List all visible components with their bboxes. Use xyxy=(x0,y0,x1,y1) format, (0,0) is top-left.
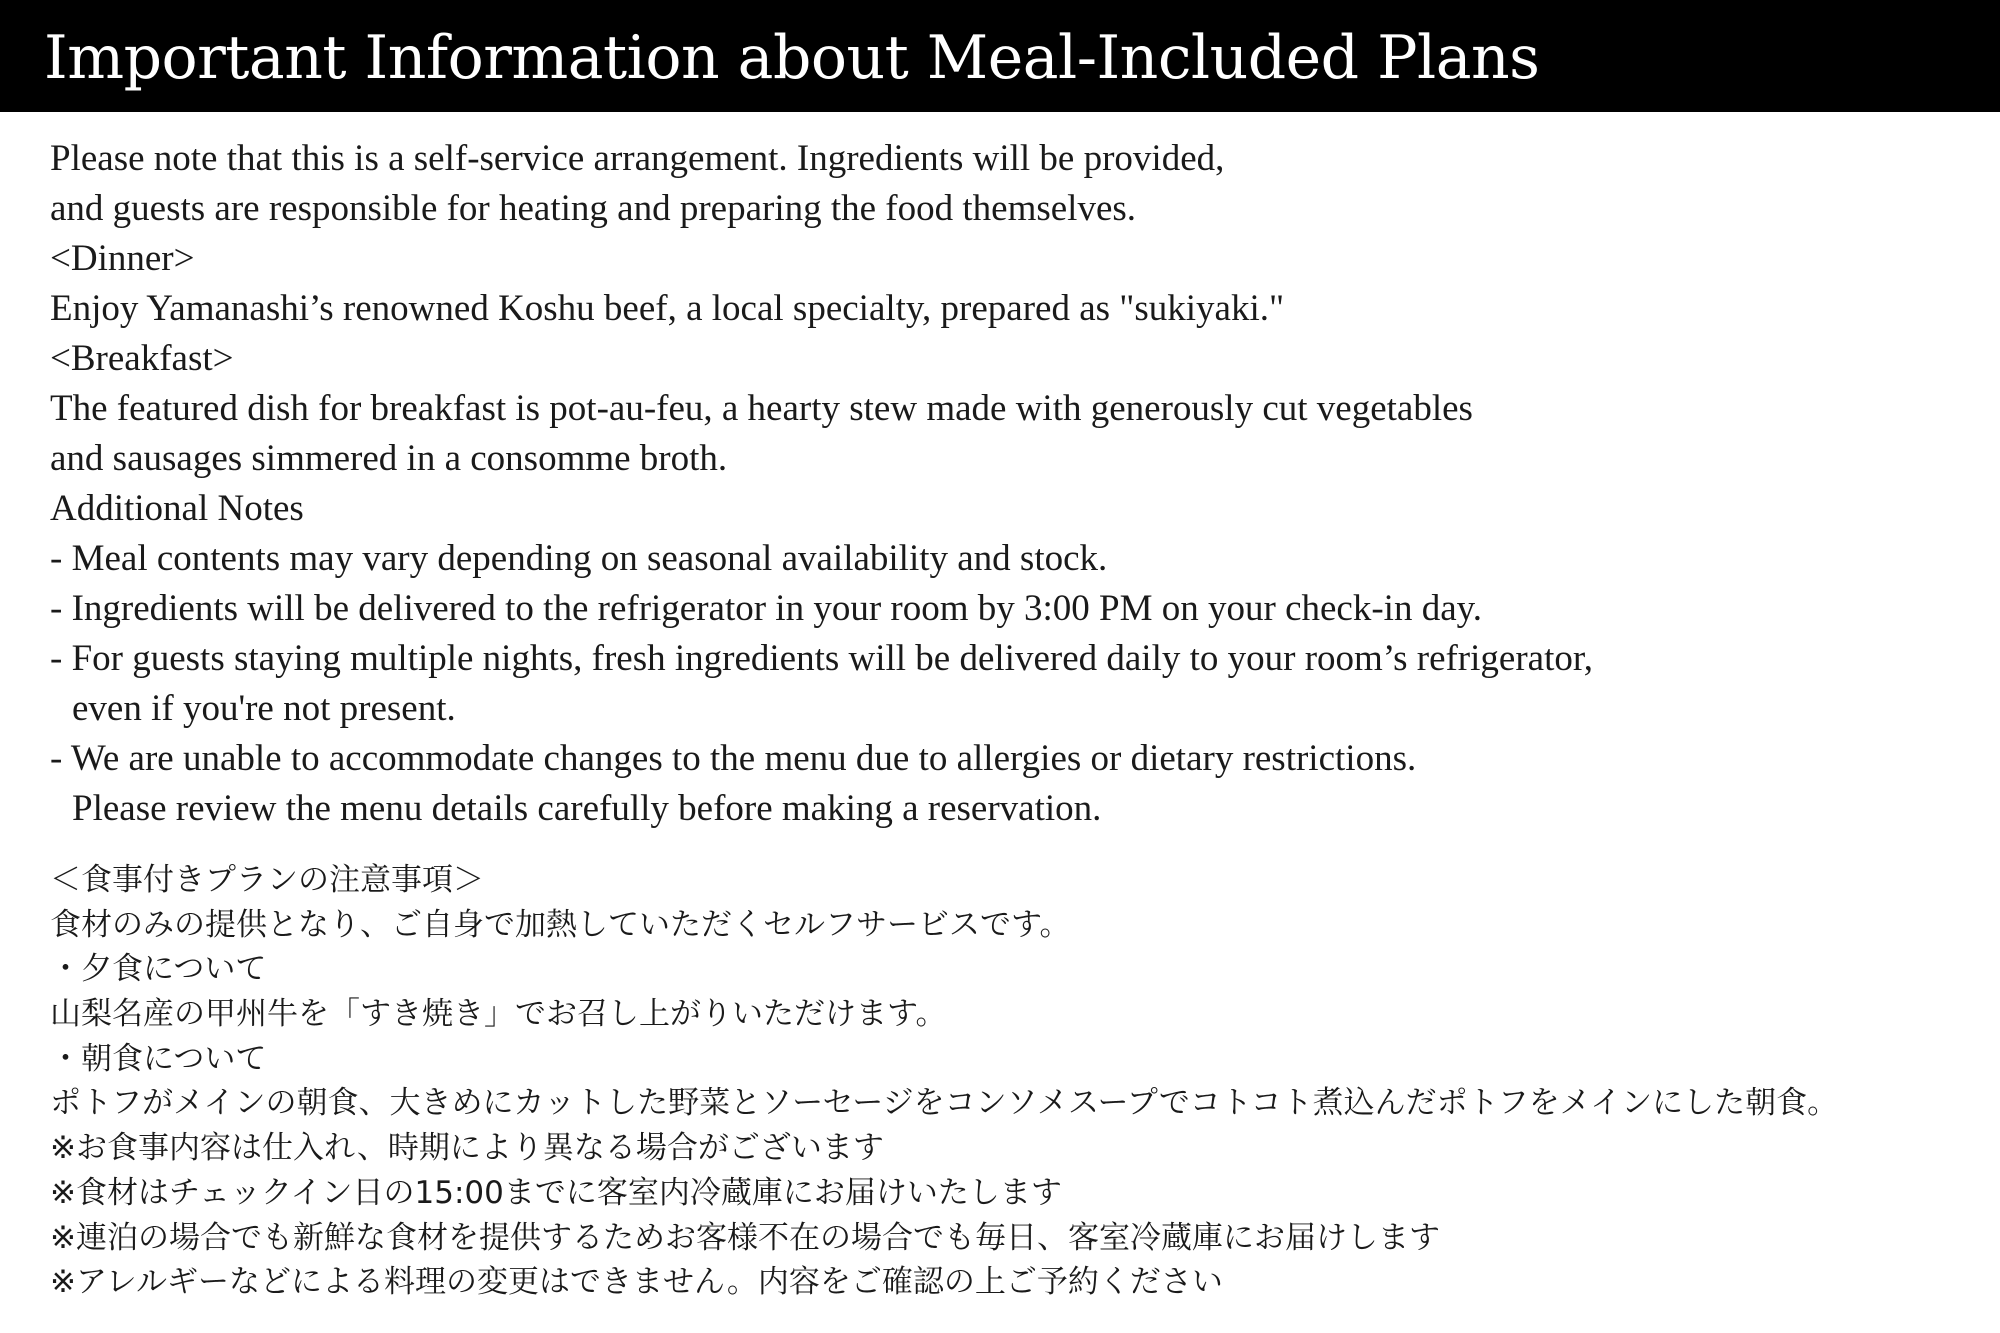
japanese-heading: ＜食事付きプランの注意事項＞ xyxy=(50,862,484,898)
english-section xyxy=(50,134,1980,834)
japanese-dinner-heading: ・夕食について xyxy=(50,951,267,988)
english-intro-line-2: and guests are responsible for heating and preparing the food themselves. xyxy=(50,188,1137,229)
japanese-note-3: ※連泊の場合でも新鮮な食材を提供するためお客様不在の場合でも毎日、客室冷蔵庫にお届けします xyxy=(50,1219,1440,1256)
japanese-breakfast-heading: ・朝食について xyxy=(50,1040,267,1077)
title-bar xyxy=(0,0,2000,112)
additional-notes-heading: Additional Notes xyxy=(50,488,304,529)
japanese-note-4: ※アレルギーなどによる料理の変更はできません。内容をご確認の上ご予約ください xyxy=(50,1264,1223,1301)
japanese-intro: 食材のみの提供となり、ご自身で加熱していただくセルフサービスです。 xyxy=(50,906,1071,943)
japanese-breakfast-text: ポトフがメインの朝食、大きめにカットした野菜とソーセージをコンソメスープでコトコト煮込んだポトフをメインにした朝食。 xyxy=(50,1085,1839,1122)
japanese-note-2: ※食材はチェックイン日の15:00までに客室内冷蔵庫にお届けいたします xyxy=(50,1174,1062,1211)
japanese-section xyxy=(50,858,1980,1305)
note-item-4-line-2: Please review the menu details carefully before making a reservation. xyxy=(72,788,1102,829)
breakfast-text-line-2: and sausages simmered in a consomme broth. xyxy=(50,438,728,479)
note-item-3-line-1: - For guests staying multiple nights, fresh ingredients will be delivered daily to your room’s refrigerator, xyxy=(50,638,1593,679)
note-item-1: - Meal contents may vary depending on seasonal availability and stock. xyxy=(50,538,1108,579)
page-title: Important Information about Meal-Included Plans xyxy=(44,23,1540,93)
english-intro-line-1: Please note that this is a self-service arrangement. Ingredients will be provided, xyxy=(50,138,1225,179)
dinner-text: Enjoy Yamanashi’s renowned Koshu beef, a local specialty, prepared as "sukiyaki." xyxy=(50,288,1285,329)
breakfast-text-line-1: The featured dish for breakfast is pot-au-feu, a hearty stew made with generously cut vegetables xyxy=(50,388,1473,429)
note-item-2: - Ingredients will be delivered to the refrigerator in your room by 3:00 PM on your check-in day. xyxy=(50,588,1482,629)
japanese-dinner-text: 山梨名産の甲州牛を「すき焼き」でお召し上がりいただけます。 xyxy=(50,996,947,1033)
breakfast-heading: <Breakfast> xyxy=(50,338,234,379)
dinner-heading: <Dinner> xyxy=(50,238,195,279)
note-item-3-line-2: even if you're not present. xyxy=(72,688,456,729)
note-item-4-line-1: - We are unable to accommodate changes to the menu due to allergies or dietary restrictions. xyxy=(50,738,1417,779)
japanese-note-1: ※お食事内容は仕入れ、時期により異なる場合がございます xyxy=(50,1130,884,1167)
